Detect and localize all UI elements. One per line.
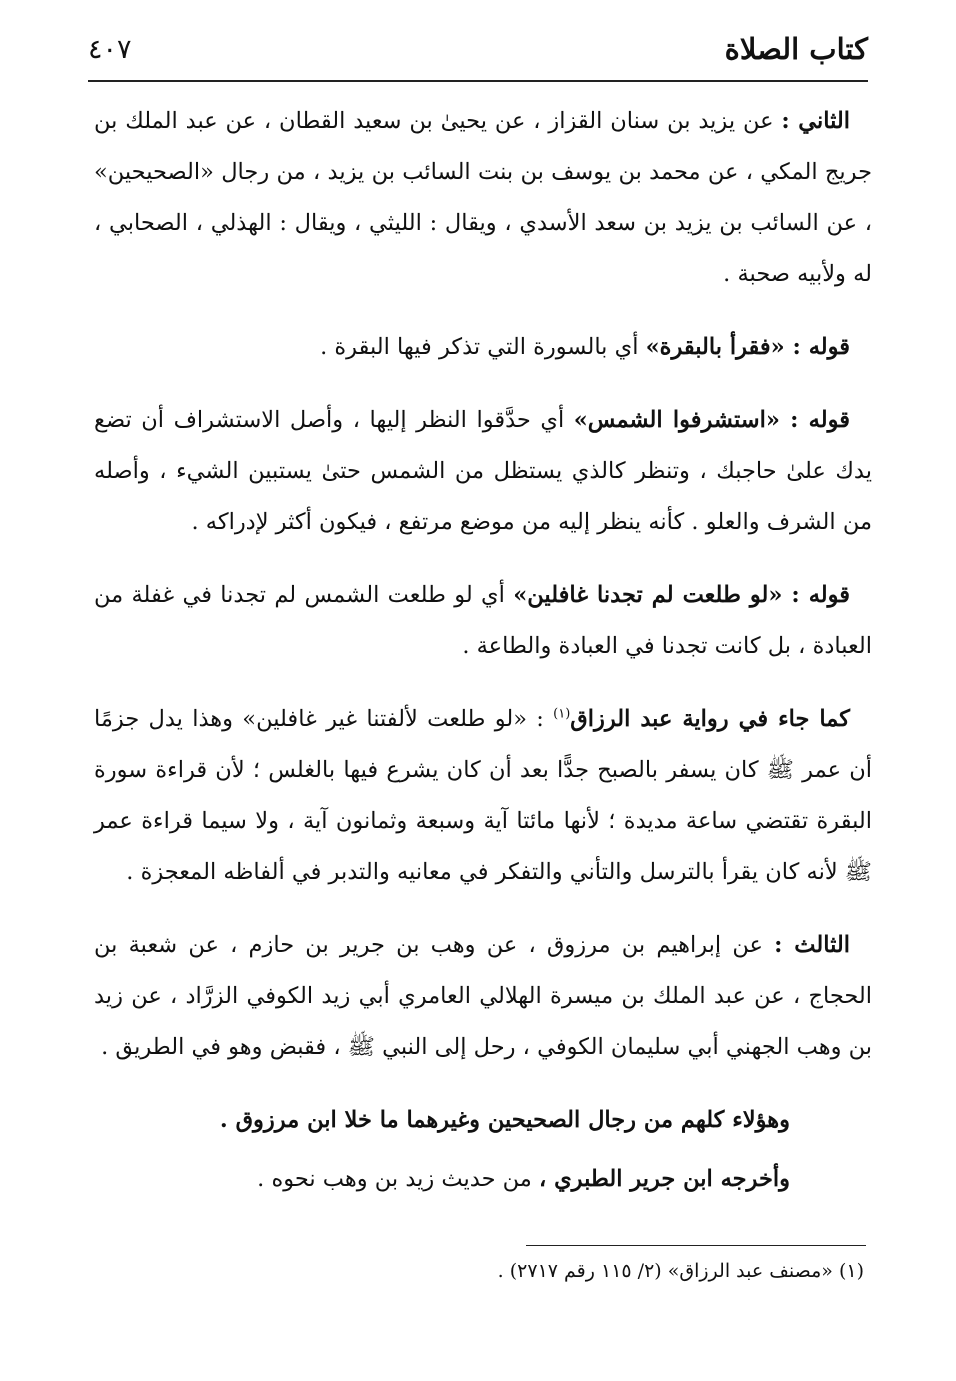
paragraph-lead: وأخرجه ابن جرير الطبري ، [538,1166,790,1192]
paragraph-text: أي بالسورة التي تذكر فيها البقرة . [320,334,646,360]
paragraph-text: عن يزيد بن سنان القزاز ، عن يحيىٰ بن سعيد القطان ، عن عبد الملك بن جريج المكي ، عن محمد بن يوسف بن بنت السائب بن يزيد ، من رجال «الصحيحين» ، عن السائب بن يزيد بن سعد الأسدي ، ويقال : الليثي ، ويقال : الهذلي ، الصحابي ، له ولأبيه صحبة . [94,108,872,287]
paragraph-faqara [94,322,872,373]
footnote: (١) «مصنف عبد الرزاق» (٢/ ١١٥ رقم ٢٧١٧) . [497,1260,864,1282]
page-header [88,20,868,78]
paragraph-narrators-note [94,1095,790,1146]
paragraph-law-talaat [94,570,872,672]
header-divider [88,80,868,82]
paragraph-lead: قوله : «استشرفوا الشمس» [573,407,850,433]
running-title: كتاب الصلاة [724,32,868,66]
paragraph-text: : «لو طلعت لألفتنا غير غافلين» وهذا يدل جزمًا أن عمر ﷺ كان يسفر بالصبح جدًّا بعد أن كان يشرع فيها بالغلس ؛ لأن قراءة سورة البقرة تقتضي ساعة مديدة ؛ لأنها مائتا آية وسبعة وثمانون آية ، ولا سيما قراءة عمر ﷺ لأنه كان يقرأ بالترسل والتأني والتفكر في معانيه والتدبر في ألفاظه المعجزة . [94,706,872,885]
paragraph-istashrafu [94,395,872,548]
paragraph-text: أي حدَّقوا النظر إليها ، وأصل الاستشراف أن تضع يدك علىٰ حاجبك ، وتنظر كالذي يستظل من الشمس حتىٰ يستبين الشيء ، وأصله من الشرف والعلو . كأنه ينظر إليه من موضع مرتفع ، فيكون أكثر لإدراكه . [94,407,872,535]
paragraph-lead: قوله : «فقرأ بالبقرة» [645,334,850,360]
footnote-divider [526,1245,866,1246]
paragraph-thani [94,96,872,300]
footnote-reference: (١) [553,706,571,722]
paragraph-tabari [94,1154,790,1205]
paragraph-lead: كما جاء في رواية عبد الرزاق [570,706,850,732]
paragraph-lead: قوله : «لو طلعت لم تجدنا غافلين» [513,582,850,608]
paragraph-text: من حديث زيد بن وهب نحوه . [257,1166,539,1192]
paragraph-lead: الثاني : [781,108,850,134]
page-number: ٤٠٧ [88,33,132,65]
paragraph-lead: الثالث : [774,932,850,958]
paragraph-abd-al-razzaq [94,694,872,898]
paragraph-thalith [94,920,872,1073]
page-body [94,96,872,1213]
paragraph-text: عن إبراهيم بن مرزوق ، عن وهب بن جرير بن حازم ، عن شعبة بن الحجاج ، عن عبد الملك بن ميسرة الهلالي العامري أبي زيد الكوفي الزرَّاد ، عن زيد بن وهب الجهني أبي سليمان الكوفي ، رحل إلى النبي ﷺ ، فقبض وهو في الطريق . [94,932,872,1060]
paragraph-lead: وهؤلاء كلهم من رجال الصحيحين وغيرهما ما خلا ابن مرزوق . [219,1107,790,1133]
paragraph-text: أي لو طلعت الشمس لم تجدنا في غفلة من العبادة ، بل كانت تجدنا في العبادة والطاعة . [94,582,872,659]
